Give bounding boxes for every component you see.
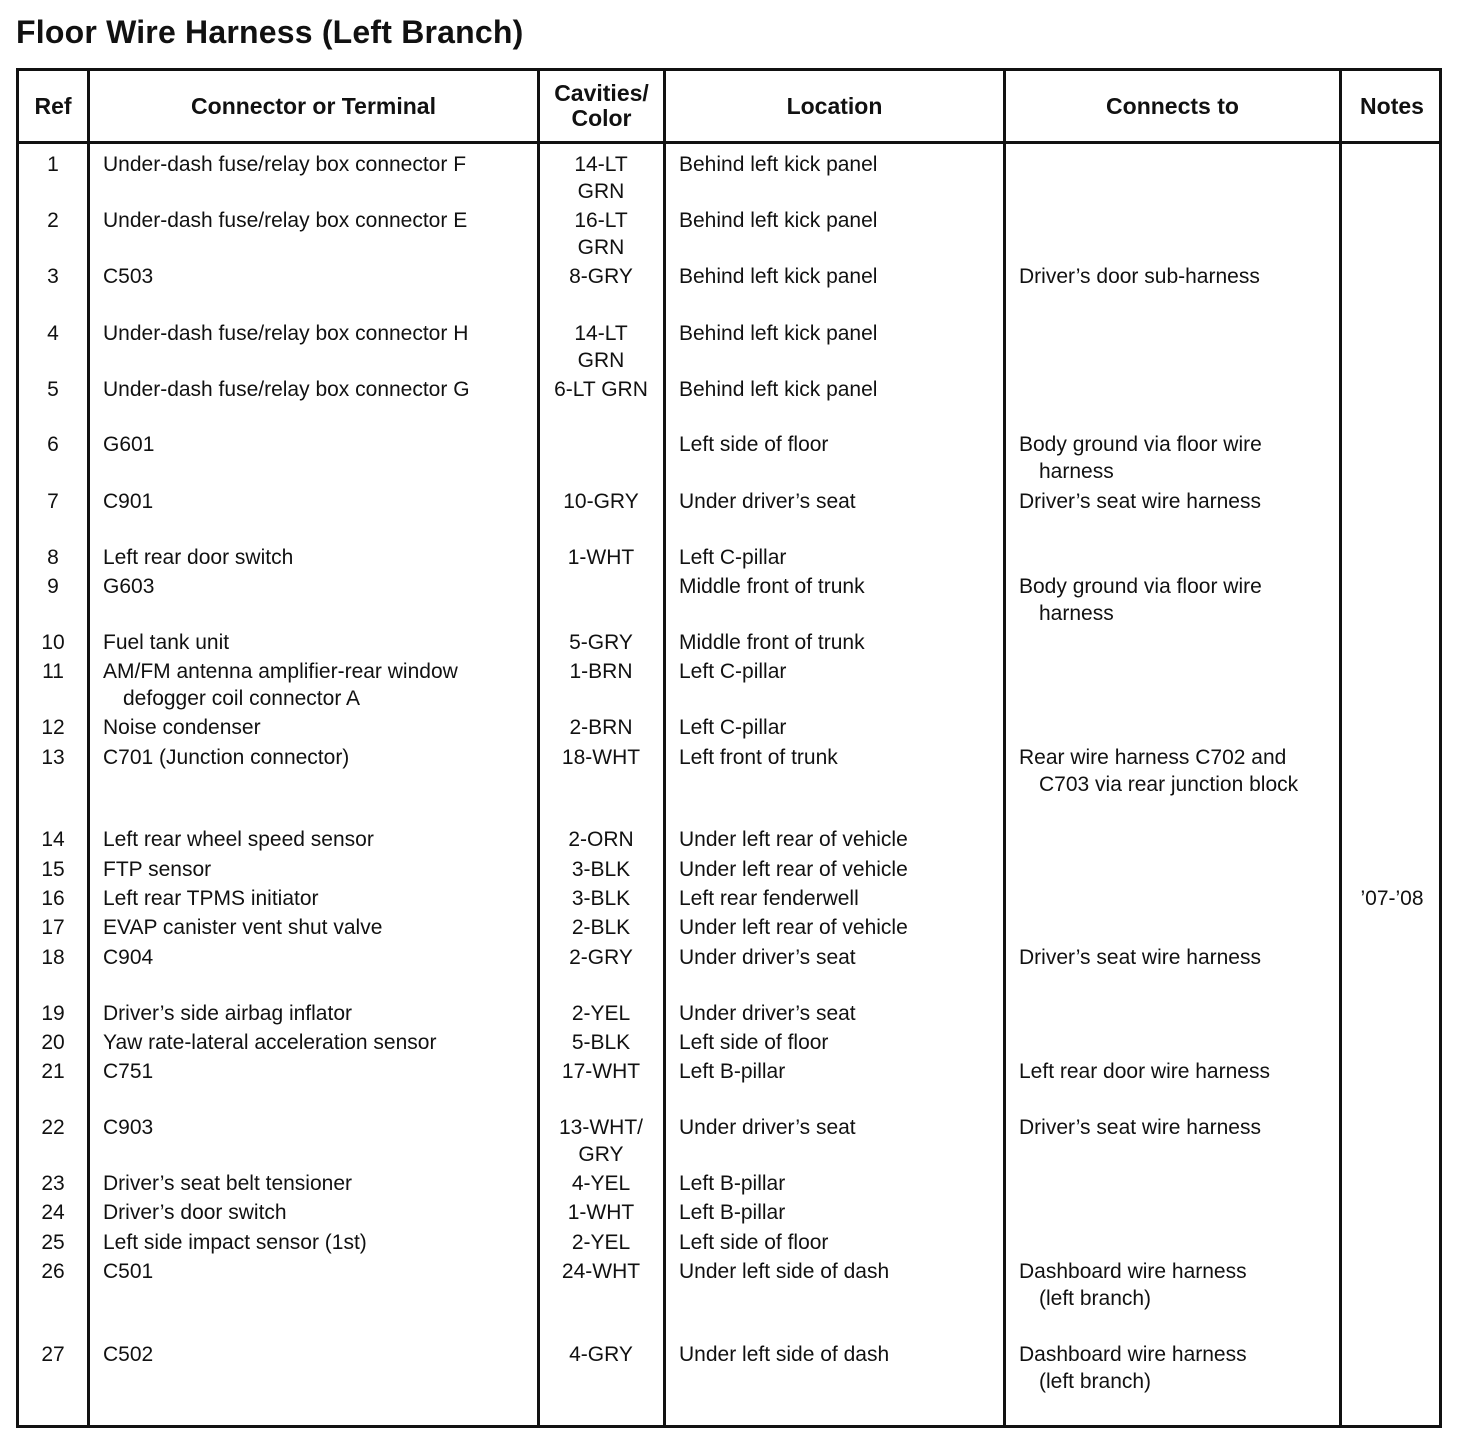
ref-cell: 12 xyxy=(41,716,65,739)
column-divider xyxy=(1003,71,1006,1425)
ref-cell: 27 xyxy=(41,1343,65,1366)
harness-table xyxy=(16,68,1442,1428)
cavities-cell: 3-BLK xyxy=(571,858,631,881)
location-cell: Middle front of trunk xyxy=(679,575,865,598)
connector-cell-line: Driver’s side airbag inflator xyxy=(103,1002,352,1025)
connector-cell xyxy=(103,944,543,971)
connects-to-cell xyxy=(1019,573,1339,627)
cavities-cell: 1-WHT xyxy=(567,1201,635,1224)
connector-cell xyxy=(103,885,543,912)
location-cell: Behind left kick panel xyxy=(679,378,878,401)
ref-cell: 17 xyxy=(41,916,65,939)
connects-to-cell-line: (left branch) xyxy=(1039,1370,1152,1393)
connector-cell xyxy=(103,1341,543,1368)
connector-cell-line: AM/FM antenna amplifier-rear window xyxy=(103,660,458,683)
connector-cell-line: Driver’s door switch xyxy=(103,1201,287,1224)
ref-cell: 15 xyxy=(41,858,65,881)
location-cell: Under driver’s seat xyxy=(679,490,856,513)
location-cell: Under driver’s seat xyxy=(679,1116,856,1139)
cavities-cell: 2-YEL xyxy=(571,1002,631,1025)
ref-cell: 11 xyxy=(42,660,64,683)
connects-to-cell-line: Left rear door wire harness xyxy=(1019,1060,1270,1083)
location-cell: Left B-pillar xyxy=(679,1060,786,1083)
location-cell: Left C-pillar xyxy=(679,546,787,569)
notes-cell: ’07-’08 xyxy=(1360,887,1424,910)
ref-cell: 25 xyxy=(41,1231,65,1254)
location-cell: Behind left kick panel xyxy=(679,265,878,288)
connects-to-cell-line: Driver’s seat wire harness xyxy=(1019,1116,1261,1139)
connects-to-cell xyxy=(1019,1114,1339,1141)
connector-cell-line: C901 xyxy=(103,490,154,513)
ref-cell: 14 xyxy=(41,828,65,851)
connector-cell-line: Fuel tank unit xyxy=(103,631,230,654)
ref-cell: 2 xyxy=(47,209,59,232)
cavities-cell: 5-BLK xyxy=(571,1031,631,1054)
connector-cell xyxy=(103,1058,543,1085)
connector-cell xyxy=(103,544,543,571)
connector-cell xyxy=(103,1000,543,1027)
connector-cell xyxy=(103,914,543,941)
location-cell: Left C-pillar xyxy=(679,716,787,739)
connects-to-cell xyxy=(1019,744,1339,798)
connects-to-cell xyxy=(1019,1258,1339,1312)
cavities-cell: 10-GRY xyxy=(563,490,639,513)
connector-cell-line: G603 xyxy=(103,575,155,598)
connector-cell-line: C903 xyxy=(103,1116,154,1139)
connects-to-cell xyxy=(1019,1341,1339,1395)
connector-cell xyxy=(103,1029,543,1056)
connects-to-cell xyxy=(1019,263,1339,290)
connector-cell xyxy=(103,320,543,347)
ref-cell: 24 xyxy=(41,1201,65,1224)
location-cell: Under left side of dash xyxy=(679,1343,890,1366)
connector-cell-line: C751 xyxy=(103,1060,154,1083)
cavities-cell: 2-GRY xyxy=(569,946,633,969)
connector-cell xyxy=(103,376,543,403)
ref-cell: 22 xyxy=(41,1116,65,1139)
cavities-cell: 2-YEL xyxy=(571,1231,631,1254)
cavities-cell: 1-BRN xyxy=(569,660,633,683)
cavities-cell: 6-LT GRN xyxy=(554,378,648,401)
location-cell: Under left rear of vehicle xyxy=(679,858,908,881)
connector-cell-line: C904 xyxy=(103,946,154,969)
location-cell: Under left rear of vehicle xyxy=(679,916,908,939)
ref-cell: 10 xyxy=(41,631,65,654)
connects-to-cell-line: Body ground via floor wire xyxy=(1019,433,1262,456)
location-cell: Under driver’s seat xyxy=(679,1002,856,1025)
cavities-cell: 13-WHT/ GRY xyxy=(559,1116,643,1166)
connects-to-cell-line: Body ground via floor wire xyxy=(1019,575,1262,598)
connector-cell xyxy=(103,263,543,290)
connects-to-cell-line: harness xyxy=(1039,460,1114,483)
connector-cell-line: Under-dash fuse/relay box connector H xyxy=(103,322,469,345)
ref-cell: 9 xyxy=(47,575,59,598)
connector-cell-line: FTP sensor xyxy=(103,858,212,881)
location-cell: Behind left kick panel xyxy=(679,322,878,345)
connector-cell xyxy=(103,714,543,741)
connector-cell-line: Under-dash fuse/relay box connector F xyxy=(103,153,467,176)
connector-cell-line: EVAP canister vent shut valve xyxy=(103,916,383,939)
cavities-cell: 14-LT GRN xyxy=(574,153,628,203)
cavities-cell: 8-GRY xyxy=(569,265,633,288)
connector-cell-line: Driver’s seat belt tensioner xyxy=(103,1172,353,1195)
connector-cell xyxy=(103,151,543,178)
location-cell: Left C-pillar xyxy=(679,660,787,683)
cavities-cell: 5-GRY xyxy=(569,631,633,654)
cavities-cell: 4-GRY xyxy=(569,1343,633,1366)
connects-to-cell-line: Driver’s door sub-harness xyxy=(1019,265,1260,288)
header-divider xyxy=(19,141,1439,144)
connector-cell-line: Left rear door switch xyxy=(103,546,294,569)
location-cell: Left side of floor xyxy=(679,1231,829,1254)
connects-to-cell-line: Dashboard wire harness xyxy=(1019,1260,1247,1283)
header-ref: Ref xyxy=(34,92,72,119)
connects-to-cell-line: Driver’s seat wire harness xyxy=(1019,946,1261,969)
ref-cell: 5 xyxy=(47,378,59,401)
cavities-cell: 17-WHT xyxy=(561,1060,641,1083)
column-divider xyxy=(1339,71,1342,1425)
connects-to-cell xyxy=(1019,488,1339,515)
connects-to-cell-line: Rear wire harness C702 and xyxy=(1019,746,1287,769)
ref-cell: 8 xyxy=(47,546,59,569)
connector-cell xyxy=(103,488,543,515)
location-cell: Under driver’s seat xyxy=(679,946,856,969)
location-cell: Behind left kick panel xyxy=(679,209,878,232)
connector-cell-line: Under-dash fuse/relay box connector G xyxy=(103,378,470,401)
connector-cell-line: Noise condenser xyxy=(103,716,261,739)
cavities-cell: 14-LT GRN xyxy=(574,322,628,372)
ref-cell: 7 xyxy=(47,490,59,513)
ref-cell: 26 xyxy=(41,1260,65,1283)
location-cell: Under left side of dash xyxy=(679,1260,890,1283)
connector-cell-line: G601 xyxy=(103,433,155,456)
connects-to-cell-line: harness xyxy=(1039,602,1114,625)
connector-cell xyxy=(103,744,543,771)
location-cell: Left rear fenderwell xyxy=(679,887,859,910)
location-cell: Behind left kick panel xyxy=(679,153,878,176)
ref-cell: 1 xyxy=(47,153,59,176)
location-cell: Middle front of trunk xyxy=(679,631,865,654)
cavities-cell: 2-ORN xyxy=(568,828,634,851)
connector-cell xyxy=(103,573,543,600)
cavities-cell: 16-LT GRN xyxy=(574,209,628,259)
connector-cell-line: Left rear TPMS initiator xyxy=(103,887,319,910)
location-cell: Left side of floor xyxy=(679,433,829,456)
header-location: Location xyxy=(786,92,883,119)
connector-cell-line: Yaw rate-lateral acceleration sensor xyxy=(103,1031,437,1054)
location-cell: Left B-pillar xyxy=(679,1201,786,1224)
ref-cell: 4 xyxy=(47,322,59,345)
connector-cell xyxy=(103,1229,543,1256)
location-cell: Left side of floor xyxy=(679,1031,829,1054)
connector-cell-line: C501 xyxy=(103,1260,154,1283)
cavities-cell: 3-BLK xyxy=(571,887,631,910)
cavities-cell: 1-WHT xyxy=(567,546,635,569)
connector-cell xyxy=(103,826,543,853)
header-connector: Connector or Terminal xyxy=(191,92,436,119)
connector-cell-line: C502 xyxy=(103,1343,154,1366)
ref-cell: 20 xyxy=(41,1031,65,1054)
connects-to-cell-line: Dashboard wire harness xyxy=(1019,1343,1247,1366)
location-cell: Under left rear of vehicle xyxy=(679,828,908,851)
ref-cell: 19 xyxy=(41,1002,65,1025)
connector-cell xyxy=(103,629,543,656)
ref-cell: 3 xyxy=(47,265,59,288)
cavities-cell: 18-WHT xyxy=(561,746,641,769)
connector-cell xyxy=(103,207,543,234)
connector-cell xyxy=(103,856,543,883)
connects-to-cell xyxy=(1019,944,1339,971)
ref-cell: 16 xyxy=(41,887,65,910)
ref-cell: 21 xyxy=(41,1060,65,1083)
connector-cell-line: Under-dash fuse/relay box connector E xyxy=(103,209,468,232)
ref-cell: 18 xyxy=(41,946,65,969)
connector-cell-line: C701 (Junction connector) xyxy=(103,746,350,769)
connects-to-cell xyxy=(1019,1058,1339,1085)
header-cavities: Cavities/ Color xyxy=(554,80,649,131)
connects-to-cell xyxy=(1019,431,1339,485)
location-cell: Left front of trunk xyxy=(679,746,838,769)
cavities-cell: 4-YEL xyxy=(571,1172,631,1195)
cavities-cell: 2-BRN xyxy=(569,716,633,739)
connects-to-cell-line: C703 via rear junction block xyxy=(1039,773,1299,796)
connector-cell xyxy=(103,1170,543,1197)
ref-cell: 23 xyxy=(41,1172,65,1195)
connects-to-cell-line: (left branch) xyxy=(1039,1287,1152,1310)
connector-cell-line: defogger coil connector A xyxy=(123,687,360,710)
connector-cell xyxy=(103,1258,543,1285)
header-connects-to: Connects to xyxy=(1106,92,1239,119)
connects-to-cell-line: Driver’s seat wire harness xyxy=(1019,490,1261,513)
ref-cell: 6 xyxy=(47,433,59,456)
connector-cell xyxy=(103,658,543,712)
connector-cell xyxy=(103,431,543,458)
connector-cell xyxy=(103,1114,543,1141)
connector-cell-line: Left side impact sensor (1st) xyxy=(103,1231,367,1254)
column-divider xyxy=(87,71,90,1425)
location-cell: Left B-pillar xyxy=(679,1172,786,1195)
page-title: Floor Wire Harness (Left Branch) xyxy=(16,14,524,50)
ref-cell: 13 xyxy=(41,746,65,769)
connector-cell-line: Left rear wheel speed sensor xyxy=(103,828,374,851)
connector-cell-line: C503 xyxy=(103,265,154,288)
cavities-cell: 2-BLK xyxy=(571,916,631,939)
header-notes: Notes xyxy=(1360,92,1424,119)
cavities-cell: 24-WHT xyxy=(561,1260,641,1283)
connector-cell xyxy=(103,1199,543,1226)
